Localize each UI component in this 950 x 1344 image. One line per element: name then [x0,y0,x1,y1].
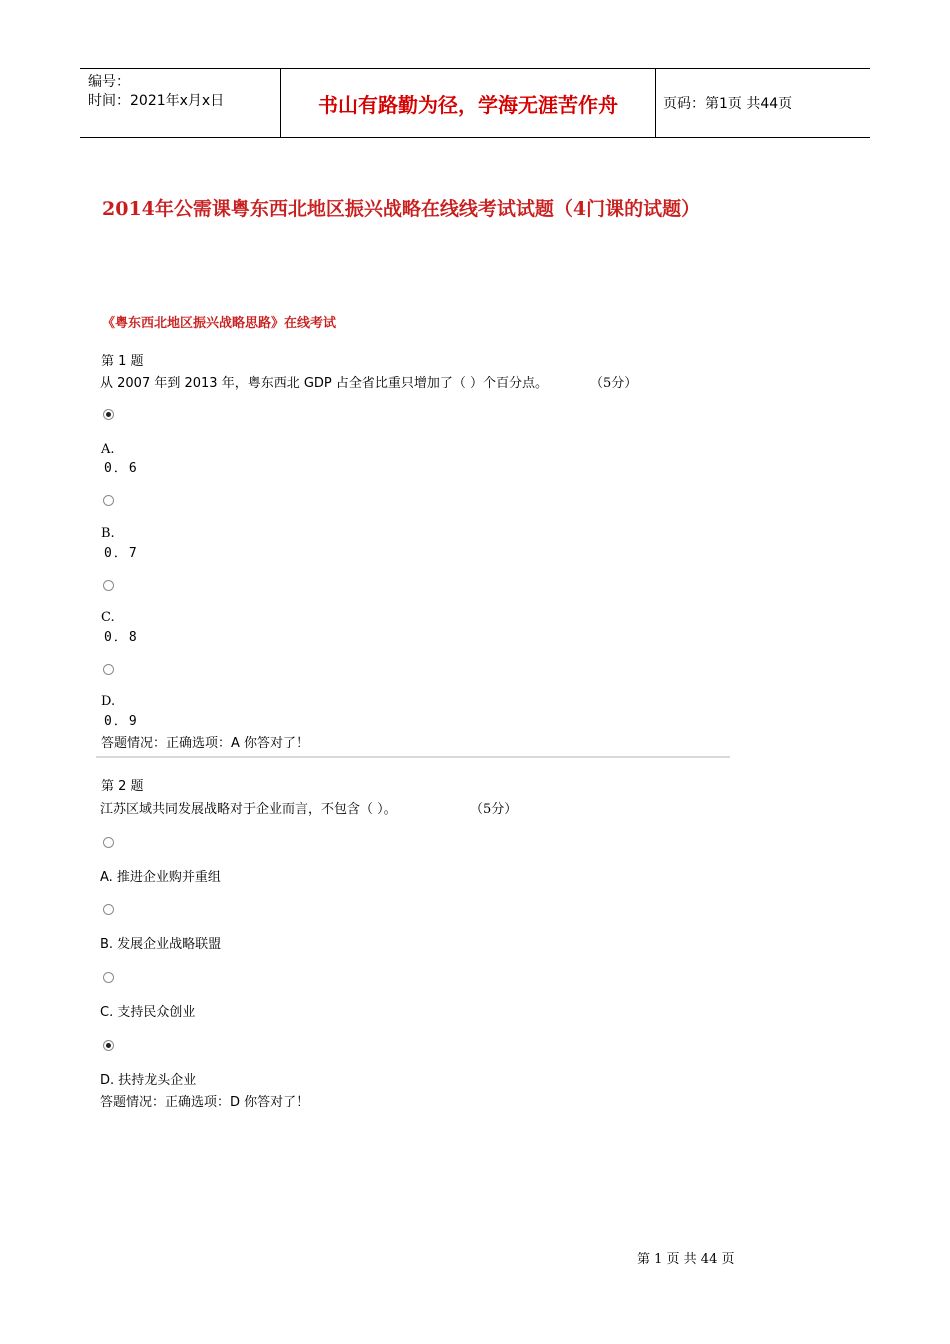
number-label: 编号： [88,74,130,90]
header-page-info: 页码：第1页 共44页 [663,96,793,112]
q1-option-b-value: 0．7 [104,546,139,561]
q1-option-d-value: 0．9 [104,714,139,729]
document-header [80,68,870,138]
q2-option-d-label: D. 扶持龙头企业 [100,1073,197,1088]
q1-number: 第 1 题 [101,354,144,369]
q1-result: 答题情况：正确选项：A 你答对了！ [101,736,310,751]
time-label: 时间：2021年x月x日 [88,93,225,109]
q1-option-d-radio[interactable] [103,664,114,675]
q1-option-c-value: 0．8 [104,630,139,645]
header-motto: 书山有路勤为径，学海无涯苦作舟 [280,69,656,137]
q1-option-b-letter: B. [101,526,115,541]
q2-option-d-radio[interactable] [103,1040,114,1051]
q2-option-b-radio[interactable] [103,904,114,915]
q2-option-a-radio[interactable] [103,837,114,848]
document-title: 2014年公需课粤东西北地区振兴战略在线线考试试题（4门课的试题） [102,198,701,220]
q1-option-a-value: 0．6 [104,461,139,476]
q2-text: 江苏区域共同发展战略对于企业而言，不包含（ ）。 [100,802,397,817]
q1-option-d-letter: D. [101,694,116,709]
q1-option-b-radio[interactable] [103,495,114,506]
q1-score: （5分） [590,376,638,391]
q2-result: 答题情况：正确选项：D 你答对了！ [100,1095,310,1110]
q1-text: 从 2007 年到 2013 年，粤东西北 GDP 占全省比重只增加了（ ）个百分点。 [100,376,549,391]
q1-option-a-radio[interactable] [103,409,114,420]
question-divider [96,756,730,758]
q2-score: （5分） [470,802,518,817]
q1-option-c-radio[interactable] [103,580,114,591]
q2-option-c-label: C. 支持民众创业 [100,1005,196,1020]
q2-number: 第 2 题 [101,779,144,794]
q1-option-a-letter: A. [101,442,115,457]
header-meta [80,69,280,137]
q2-option-a-label: A. 推进企业购并重组 [100,870,221,885]
q1-option-c-letter: C. [101,610,115,625]
q2-option-b-label: B. 发展企业战略联盟 [100,937,222,952]
q2-option-c-radio[interactable] [103,972,114,983]
section-title: 《粤东西北地区振兴战略思路》在线考试 [102,316,337,331]
page-footer: 第 1 页 共 44 页 [637,1252,735,1267]
